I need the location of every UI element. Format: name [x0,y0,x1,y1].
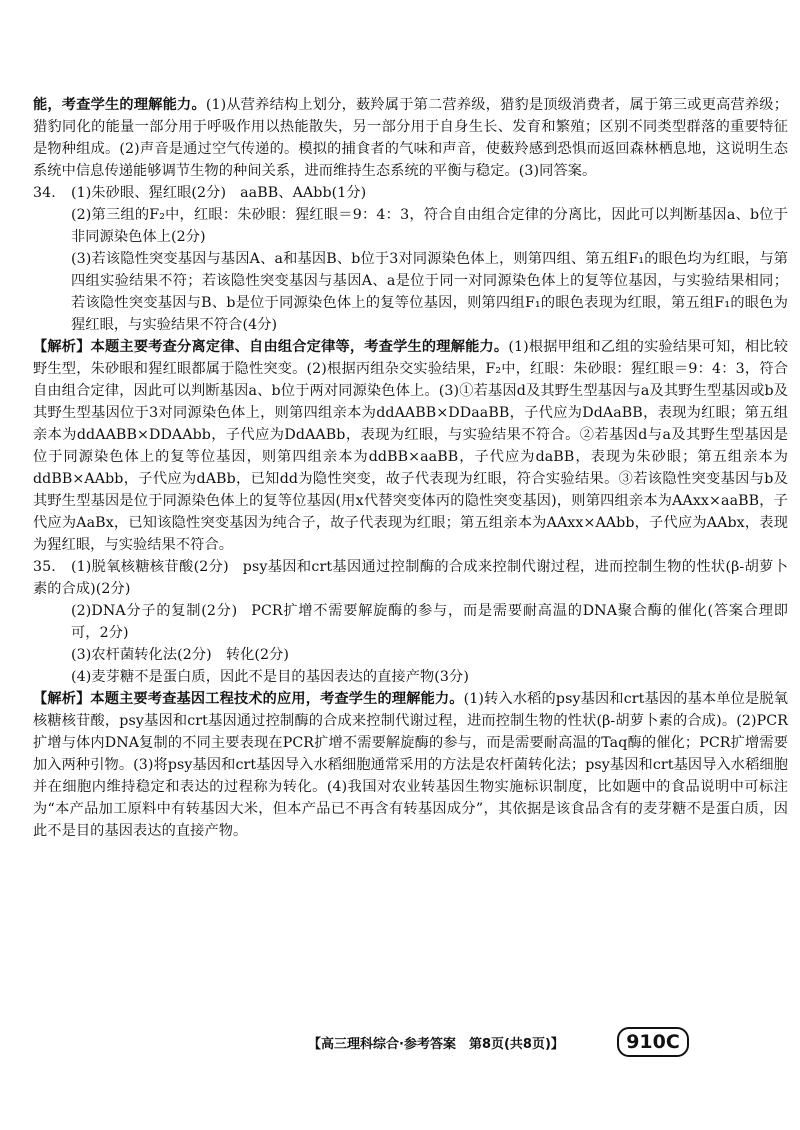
q34-analysis [33,336,788,556]
q35-number: 35. [33,559,56,575]
q35-answer-3a: (3)农杆菌转化法(2分) [71,647,212,663]
q35-answer-4: (4)麦芽糖不是蛋白质，因此不是目的基因表达的直接产物(3分) [71,669,469,685]
intro-text: (1)从营养结构上划分，薮羚属于第二营养级，猎豹是顶级消费者，属于第三或更高营养级；猎豹同化的能量一部分用于呼吸作用以热能散失，另一部分用于自身生长、发育和繁殖；区别不同类型群落的重要特征是物种组成。(2)声音是通过空气传递的。模拟的捕食者的气味和声音，使薮羚感到恐惧而返回森林栖息地，这说明生态系统中信息传递能够调节生物的种间关系，进而维持生态系统的平衡与稳定。(3)同答案。 [33,97,788,179]
answer-content [33,94,788,842]
footer-label: 【高三理科综合·参考答案 第8页(共8页)】 [308,1037,564,1052]
q34-answer-2: (2)第三组的F₂中，红眼：朱砂眼：猩红眼＝9：4：3，符合自由组合定律的分离比，因此可以判断基因a、b位于非同源染色体上(2分) [71,207,788,245]
q35-answer-3b: 转化(2分) [225,647,290,663]
q35-answer-2a: (2)DNA分子的复制(2分) [71,603,238,619]
q34-answer-3: (3)若该隐性突变基因与基因A、a和基因B、b位于3对同源染色体上，则第四组、第五组F₁的眼色均为红眼，与第四组实验结果不符；若该隐性突变基因与基因A、a是位于同一对同源染色体上的复等位基因，与实验结果相同；若该隐性突变基因与B、b是位于同源染色体上的复等位基因，则第四组F₁的眼色表现为红眼，第五组F₁的眼色为猩红眼，与实验结果不符合(4分) [71,251,788,333]
q35-line1 [33,556,788,600]
q34-line1 [33,182,788,204]
q34-answer-1b: aaBB、AAbb(1分) [240,185,367,201]
q35-answer-1a: (1)脱氧核糖核苷酸(2分) [71,559,229,575]
q34-analysis-text: (1)根据甲组和乙组的实验结果可知，相比较野生型，朱砂眼和猩红眼都属于隐性突变。(2)根据丙组杂交实验结果，F₂中，红眼：朱砂眼：猩红眼＝9：4：3，符合自由组合定律，因此可以判断基因a、b位于两对同源染色体上。(3)①若基因d及其野生型基因与a及其野生型基因或b及其野生型基因位于3对同源染色体上，则第四组亲本为ddAABB×DDaaBB，子代应为DdAaBB，表现为红眼；第五组亲本为ddAABB×DDAAbb，子代应为DdAABb，表现为红眼，与实验结果不符合。②若基因d与a及其野生型基因是位于同源染色体上的复等位基因，则第四组亲本为ddBB×aaBB，子代应为daBB，表现为朱砂眼；第五组亲本为ddBB×AAbb，子代应为dABb，已知dd为隐性突变，故子代表现为红眼，符合实验结果。③若该隐性突变基因与b及其野生型基因是位于同源染色体上的复等位基因(用x代替突变体丙的隐性突变基因)，则第四组亲本为AAxx×aaBB，子代应为AaBx，已知该隐性突变基因为纯合子，故子代表现为红眼；第五组亲本为AAxx×AAbb，子代应为AAbx，表现为猩红眼，与实验结果不符合。 [33,339,788,553]
q34-answer-1a: (1)朱砂眼、猩红眼(2分) [71,185,227,201]
q35-analysis-lead: 【解析】本题主要考查基因工程技术的应用，考查学生的理解能力。 [33,691,464,707]
q35-line3 [33,644,788,666]
q35-answer-2b: PCR扩增不需要解旋酶的参与，而是需要耐高温的DNA聚合酶的催化(答案合理即可，2分) [71,603,788,641]
intro-paragraph [33,94,788,182]
q35-line2 [33,600,788,644]
q35-analysis [33,688,788,842]
footer-code-badge: 910C [617,1027,689,1057]
page-footer [0,1023,800,1063]
q34-number: 34. [33,185,56,201]
q35-answer-1b: psy基因和crt基因通过控制酶的合成来控制代谢过程，进而控制生物的性状(β-胡萝卜素的合成)(2分) [33,559,788,597]
q35-analysis-text: (1)转入水稻的psy基因和crt基因的基本单位是脱氧核糖核苷酸，psy基因和crt基因通过控制酶的合成来控制代谢过程，进而控制生物的性状(β-胡萝卜素的合成)。(2)PCR扩增与体内DNA复制的不同主要表现在PCR扩增不需要解旋酶的参与，而是需要耐高温的Taq酶的催化；PCR扩增需要加入两种引物。(3)将psy基因和crt基因导入水稻细胞通常采用的方法是农杆菌转化法；psy基因和crt基因导入水稻细胞并在细胞内维持稳定和表达的过程称为转化。(4)我国对农业转基因生物实施标识制度，比如题中的食品说明中可标注为“本产品加工原料中有转基因大米，但本产品已不再含有转基因成分”，其依据是该食品含有的麦芽糖不是蛋白质，因此不是目的基因表达的直接产物。 [33,691,788,839]
intro-lead: 能，考查学生的理解能力。 [33,97,206,113]
q34-analysis-lead: 【解析】本题主要考查分离定律、自由组合定律等，考查学生的理解能力。 [33,339,509,355]
